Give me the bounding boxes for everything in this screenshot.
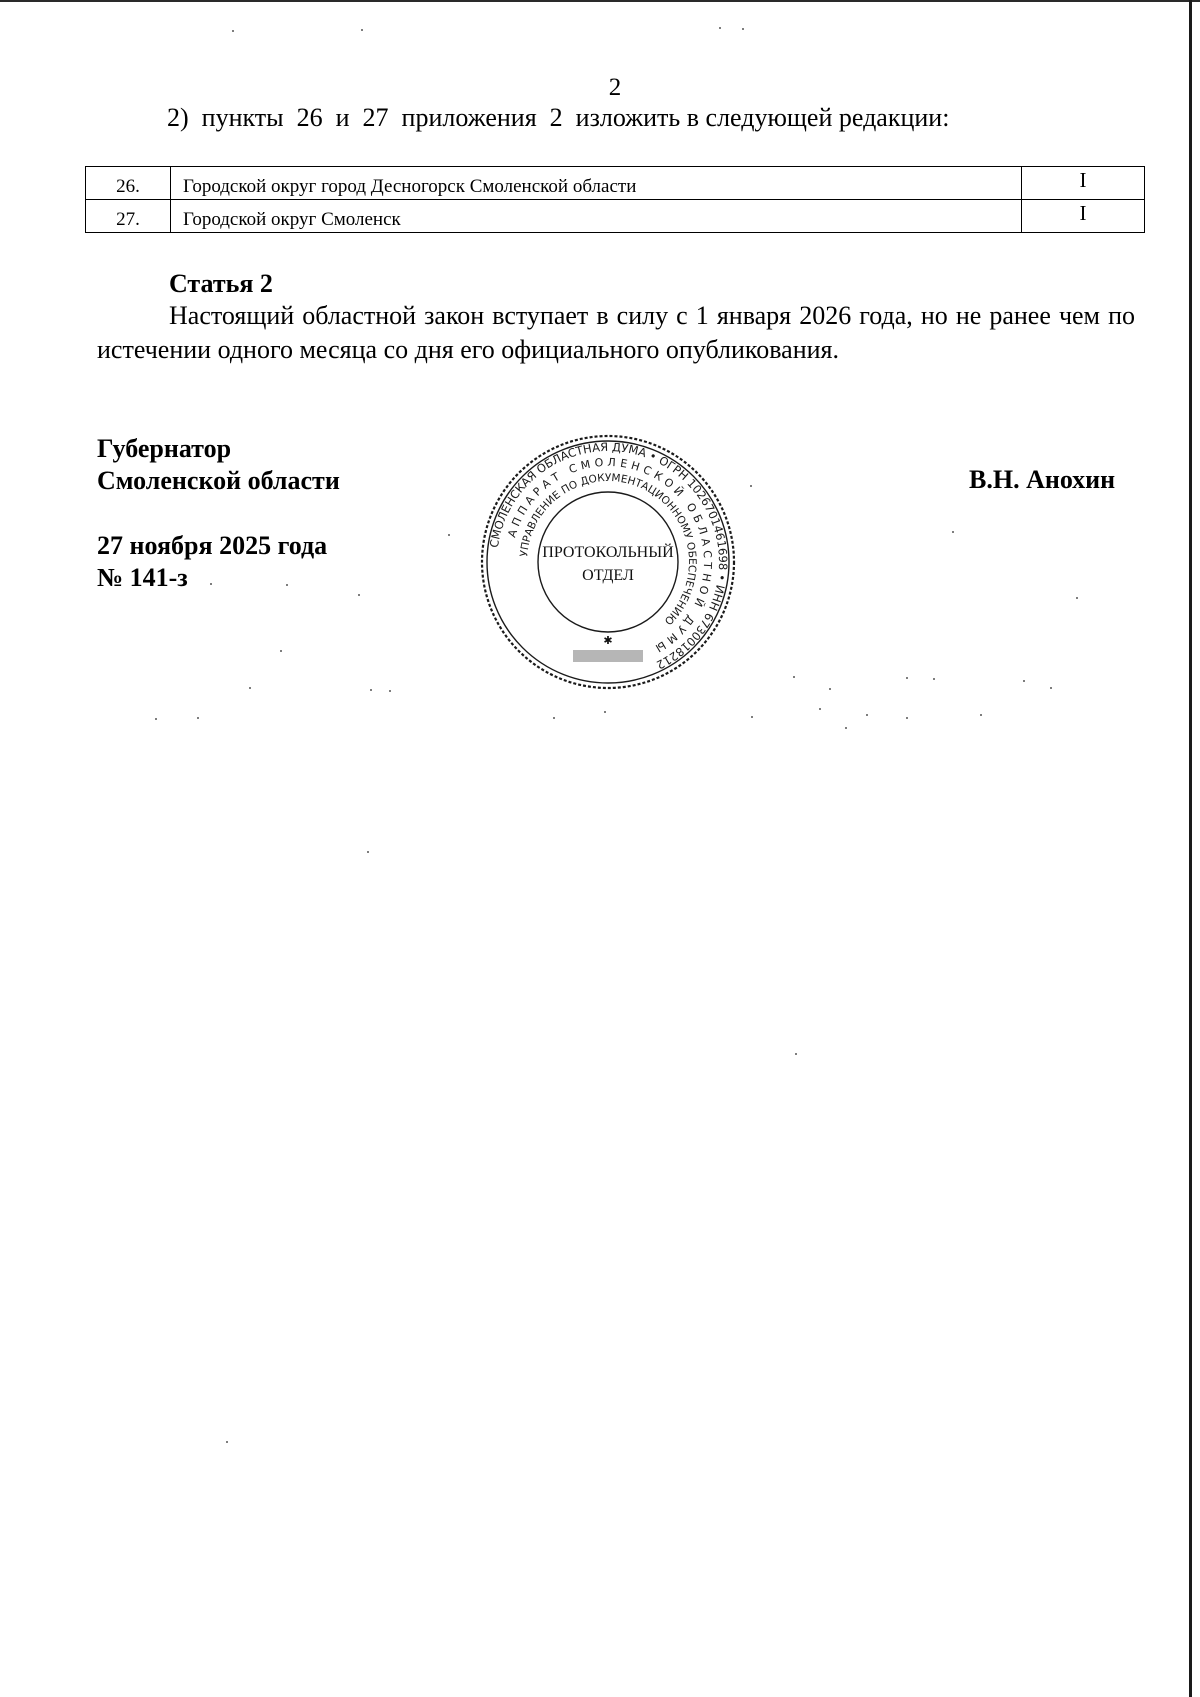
municipality-name: Городской округ город Десногорск Смоленской области <box>171 167 1022 200</box>
intro-word: 2 <box>549 103 563 132</box>
scan-speck <box>1050 687 1052 689</box>
row-number: 26. <box>86 167 171 200</box>
scan-speck <box>280 650 282 652</box>
law-date: 27 ноября 2025 года <box>97 531 328 560</box>
stamp-center-line1: ПРОТОКОЛЬНЫЙ <box>542 544 674 561</box>
scan-speck <box>750 485 752 487</box>
intro-word: и <box>335 103 350 132</box>
scan-speck <box>226 1441 228 1443</box>
scan-speck <box>952 531 954 533</box>
signatory-title-line: Смоленской области <box>97 466 340 495</box>
scan-speck <box>793 676 795 678</box>
scan-speck <box>795 1053 797 1055</box>
stamp-mid-text: АППАРАТ СМОЛЕНСКОЙ ОБЛАСТНОЙ ДУМЫ <box>505 455 715 657</box>
row-number: 27. <box>86 200 171 233</box>
scan-speck <box>751 716 753 718</box>
scan-speck <box>719 27 721 29</box>
scan-speck <box>370 689 372 691</box>
stamp-smudge <box>573 650 643 662</box>
stamp-outer-text: СМОЛЕНСКАЯ ОБЛАСТНАЯ ДУМА • ОГРН 1026701461698 • ИНН 6730018212 <box>486 439 731 673</box>
scan-edge-right <box>1189 0 1192 1697</box>
stamp-inner-ring <box>538 492 678 632</box>
intro-word: 2) <box>167 103 189 132</box>
scan-speck <box>906 677 908 679</box>
scan-speck <box>1023 680 1025 682</box>
scan-speck <box>829 688 831 690</box>
scan-speck <box>361 29 363 31</box>
scan-speck <box>604 711 606 713</box>
signatory-title-line: Губернатор <box>97 434 232 463</box>
scan-speck <box>906 717 908 719</box>
scan-speck <box>553 717 555 719</box>
scan-speck <box>389 690 391 692</box>
table-row <box>86 200 1145 233</box>
scan-edge-top <box>0 0 1200 2</box>
stamp-inner-text: УПРАВЛЕНИЕ ПО ДОКУМЕНТАЦИОННОМУ ОБЕСПЕЧЕНИЮ <box>518 471 699 627</box>
scan-speck <box>819 708 821 710</box>
intro-word: приложения <box>401 103 537 132</box>
scan-speck <box>155 718 157 720</box>
law-date-number <box>97 530 327 594</box>
scan-speck <box>845 727 847 729</box>
scan-speck <box>210 583 212 585</box>
scan-speck <box>232 30 234 32</box>
law-number: № 141-з <box>97 563 188 592</box>
scan-speck <box>742 28 744 30</box>
intro-word: пункты <box>201 103 284 132</box>
scan-speck <box>249 687 251 689</box>
signatory-title <box>97 433 340 497</box>
table-row <box>86 167 1145 200</box>
official-stamp <box>478 432 738 692</box>
category-value: I <box>1022 167 1145 200</box>
scan-speck <box>367 851 369 853</box>
stamp-star-icon: ✱ <box>603 634 613 647</box>
article-heading: Статья 2 <box>169 269 273 298</box>
scan-speck <box>448 534 450 536</box>
scan-speck <box>866 714 868 716</box>
amendment-intro <box>167 103 949 133</box>
scan-speck <box>286 584 288 586</box>
intro-word: 27 <box>362 103 389 132</box>
scan-speck <box>933 678 935 680</box>
category-value: I <box>1022 200 1145 233</box>
scan-speck <box>1076 597 1078 599</box>
signatory-name: В.Н. Анохин <box>969 465 1116 494</box>
article-text: Настоящий областной закон вступает в силу с 1 января 2026 года, но не ранее чем по истечении одного месяца со дня его официального опубликования. <box>97 301 1135 364</box>
intro-word: 26 <box>296 103 323 132</box>
intro-word: изложить в следующей редакции: <box>575 103 950 132</box>
municipality-table <box>85 166 1145 233</box>
page-number: 2 <box>608 74 622 101</box>
scan-speck <box>197 717 199 719</box>
scan-speck <box>980 714 982 716</box>
municipality-name: Городской округ Смоленск <box>171 200 1022 233</box>
stamp-center-line2: ОТДЕЛ <box>582 567 634 584</box>
scan-speck <box>358 594 360 596</box>
